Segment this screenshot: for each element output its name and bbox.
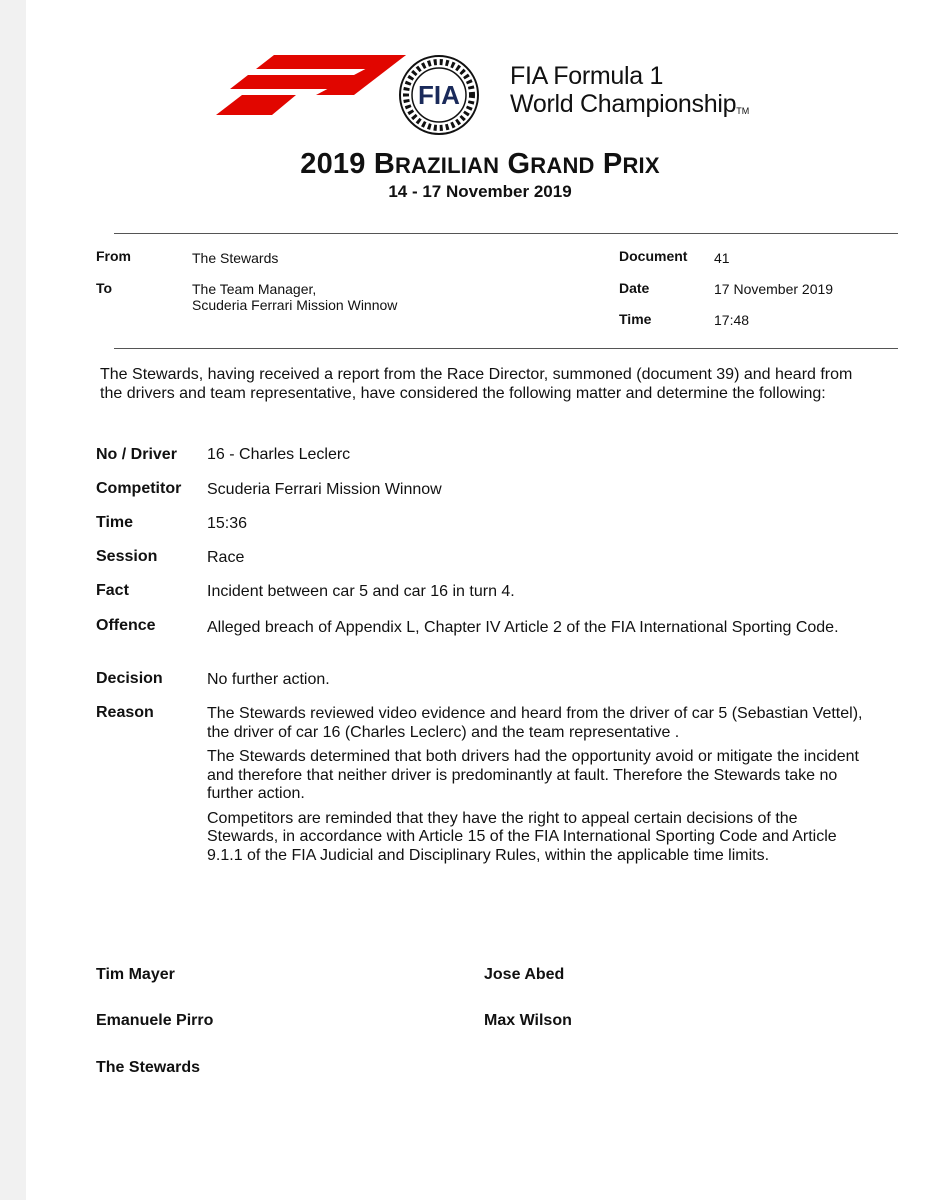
reason-paragraph-1: The Stewards reviewed video evidence and heard from the driver of car 5 (Sebastian Vettel), the driver of car 16 (Charles Leclerc) and the team representative . [207, 705, 863, 741]
decision-value: No further action. [207, 671, 330, 688]
divider-top [114, 233, 898, 234]
stewards-footer: The Stewards [96, 1059, 201, 1076]
to-value-line2: Scuderia Ferrari Mission Winnow [192, 297, 398, 313]
from-label: From [96, 248, 131, 264]
date-label: Date [619, 280, 650, 296]
reason-label: Reason [96, 704, 154, 721]
date-value: 17 November 2019 [714, 281, 834, 297]
to-label: To [96, 280, 113, 296]
event-title: 2019 BRAZILIAN GRAND PRIX [300, 148, 660, 180]
session-value: Race [207, 549, 245, 566]
header-branding [216, 40, 796, 150]
steward-signature: Max Wilson [484, 1012, 572, 1029]
driver-label: No / Driver [96, 446, 177, 463]
time-value: 17:48 [714, 312, 750, 328]
brand-line-1: FIA Formula 1 [510, 62, 664, 90]
from-value: The Stewards [192, 250, 279, 266]
session-label: Session [96, 548, 158, 565]
reason-paragraph-3: Competitors are reminded that they have the right to appeal certain decisions of the Stewards, in accordance with Article 15 of the FIA International Sporting Code and Article 9.1.1 of the FIA Judicial and Disciplinary Rules, within the applicable time limits. [207, 809, 837, 864]
fact-label: Fact [96, 582, 129, 599]
reason-value [207, 705, 867, 871]
document-value: 41 [714, 250, 730, 266]
offence-value: Alleged breach of Appendix L, Chapter IV Article 2 of the FIA International Sporting Code. [207, 619, 839, 636]
driver-value: 16 - Charles Leclerc [207, 446, 351, 463]
document-label: Document [619, 248, 688, 264]
steward-signature: Jose Abed [484, 966, 565, 983]
document-page [26, 0, 934, 1200]
to-value-line1: The Team Manager, [192, 281, 317, 297]
divider-middle [114, 348, 898, 349]
reason-paragraph-2: The Stewards determined that both drivers had the opportunity avoid or mitigate the incident and therefore that neither driver is predominantly at fault. Therefore the Stewards take no further action. [207, 748, 859, 802]
time-field-label: Time [96, 514, 134, 531]
competitor-label: Competitor [96, 480, 182, 497]
fia-badge-text: FIA [418, 80, 460, 110]
time-field-value: 15:36 [207, 515, 248, 532]
steward-signature: Emanuele Pirro [96, 1012, 214, 1029]
fact-value: Incident between car 5 and car 16 in turn 4. [207, 583, 515, 600]
decision-label: Decision [96, 670, 163, 687]
brand-line-2: World ChampionshipTM [510, 90, 750, 118]
intro-paragraph: The Stewards, having received a report from the Race Director, summoned (document 39) and heard from the drivers and team representative, have considered the following matter and determine the following: [100, 366, 853, 402]
formula-1-logo [216, 55, 406, 115]
steward-signature: Tim Mayer [96, 966, 175, 983]
trademark: TM [736, 106, 750, 116]
competitor-value: Scuderia Ferrari Mission Winnow [207, 481, 442, 498]
fia-badge-icon [398, 54, 480, 136]
offence-label: Offence [96, 617, 156, 634]
time-label: Time [619, 311, 652, 327]
event-dates: 14 - 17 November 2019 [388, 182, 572, 201]
